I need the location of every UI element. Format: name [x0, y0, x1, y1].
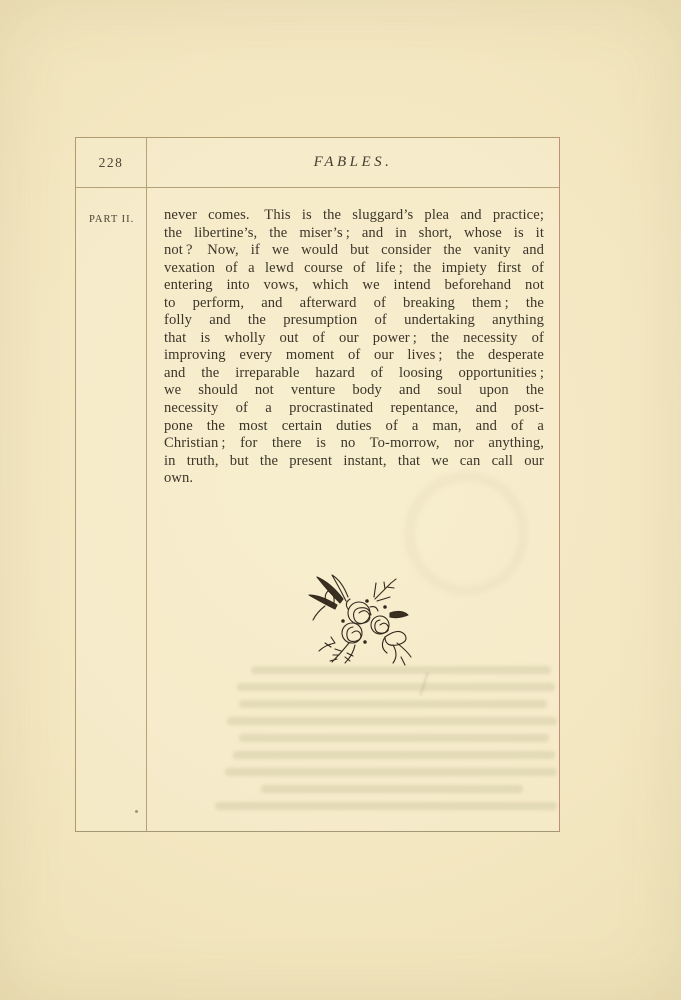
body-text-line: to perform, and afterward of breaking them ; the	[164, 294, 544, 311]
verso-showthrough-line	[225, 768, 557, 776]
verso-showthrough-line	[227, 717, 557, 725]
body-text-line: not ? Now, if we would but consider the vanity and	[164, 242, 544, 259]
verso-showthrough-line	[239, 700, 547, 708]
page-number: 228	[98, 154, 124, 170]
page-header	[76, 138, 559, 188]
floral-bouquet-ornament	[297, 572, 415, 668]
body-text-line: the libertine’s, the miser’s ; and in short, whose is it	[164, 224, 544, 241]
verso-showthrough-line	[261, 785, 523, 793]
body-text-line: own.	[164, 470, 194, 487]
verso-showthrough-line	[237, 683, 555, 691]
body-text-line: pone the most certain duties of a man, and of a	[164, 417, 544, 434]
verso-showthrough-line	[215, 802, 557, 810]
body-text-line: necessity of a procrastinated repentance, and post-	[164, 400, 544, 417]
body-text-line: we should not venture body and soul upon the	[164, 382, 544, 399]
body-text-line: that is wholly out of our power ; the necessity of	[164, 329, 544, 346]
margin-column	[76, 188, 147, 831]
body-text-line: improving every moment of our lives ; the desperate	[164, 347, 544, 364]
verso-text-showthrough	[215, 666, 557, 808]
body-text-line: folly and the presumption of undertaking anything	[164, 312, 544, 329]
body-text-line: never comes. This is the sluggard’s plea and practice;	[164, 207, 544, 223]
body-text-line: entering into vows, which we intend beforehand not	[164, 277, 544, 294]
page-number-cell	[76, 138, 147, 187]
body-text-line: vexation of a lewd course of life ; the impiety first of	[164, 259, 544, 276]
body-text-line: Christian ; for there is no To-morrow, nor anything,	[164, 435, 544, 452]
verso-showthrough-line	[251, 666, 551, 674]
running-title: FABLES.	[313, 154, 393, 170]
verso-showthrough-line	[239, 734, 549, 742]
running-title-cell	[147, 138, 559, 187]
ink-speck	[135, 810, 138, 813]
verso-showthrough-line	[233, 751, 555, 759]
body-text-line: in truth, but the present instant, that we can call our	[164, 452, 544, 469]
part-margin-note: PART II.	[89, 214, 135, 225]
verso-showthrough-ring	[405, 472, 528, 595]
body-text-line: and the irreparable hazard of loosing opportunities ;	[164, 364, 544, 381]
